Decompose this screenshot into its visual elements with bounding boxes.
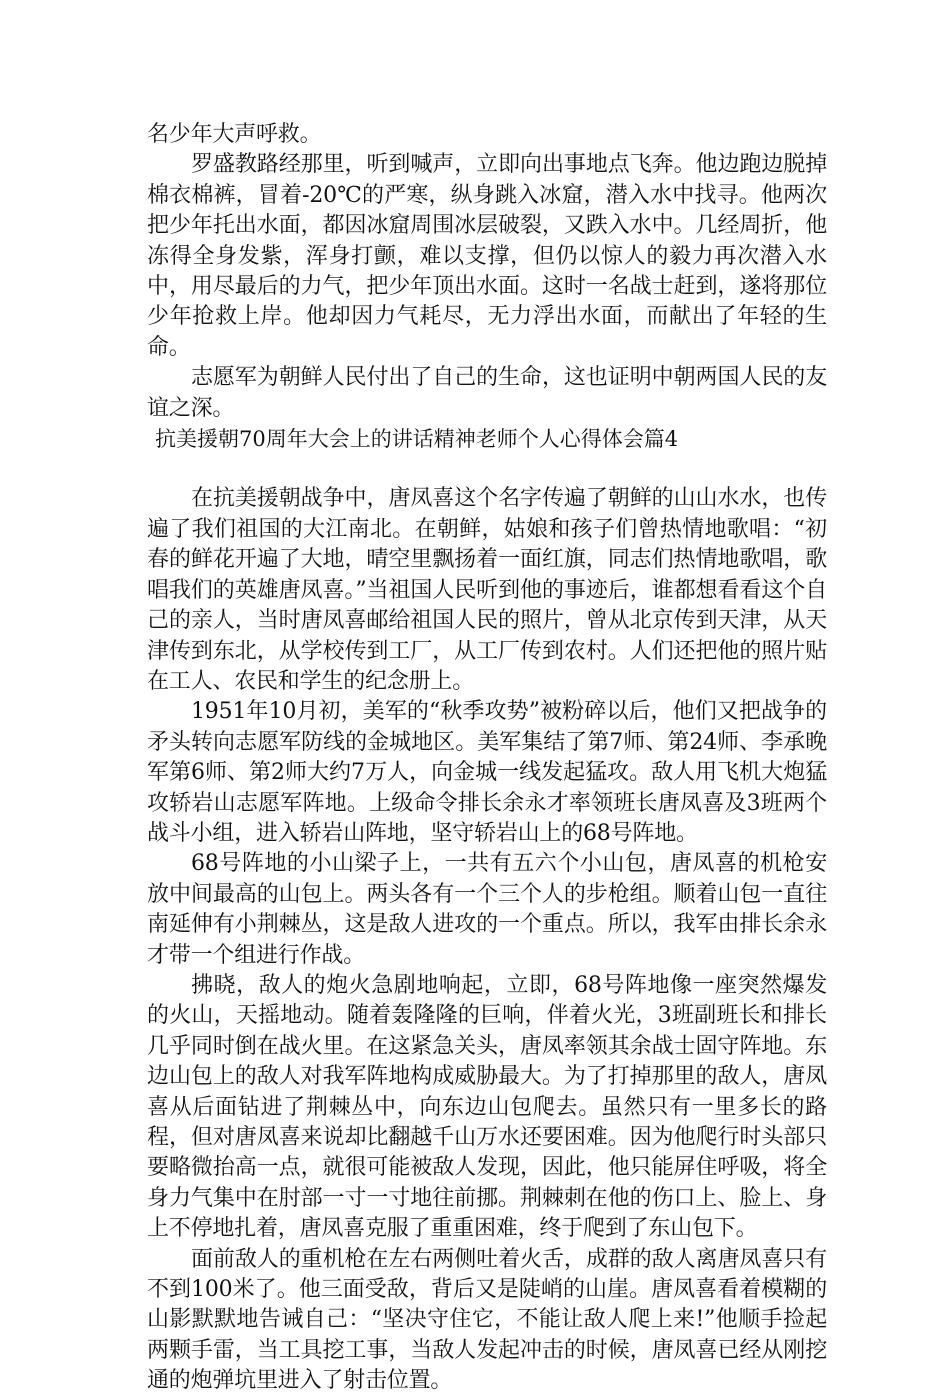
paragraph-tang-fengxi-intro: 在抗美援朝战争中，唐凤喜这个名字传遍了朝鲜的山山水水，也传遍了我们祖国的大江南北。在朝鲜，姑娘和孩子们曾热情地歌唱：“初春的鲜花开遍了大地，晴空里飘扬着一面红旗，同志们热情地歌唱，歌唱我们的英雄唐凤喜。”当祖国人民听到他的事迹后，谁都想看看这个自己的亲人，当时唐凤喜邮给祖国人民的照片，曾从北京传到天津，从天津传到东北，从学校传到工厂，从工厂传到农村。人们还把他的照片贴在工人、农民和学生的纪念册上。 — [147, 486, 827, 694]
paragraph-dawn-attack: 拂晓，敌人的炮火急剧地响起，立即，68号阵地像一座突然爆发的火山，天摇地动。随着轰隆隆的巨响，伴着火光，3班副班长和排长几乎同时倒在战火里。在这紧急关头，唐凤率领其余战士固守阵地。东边山包上的敌人对我军阵地构成威胁最大。为了打掉那里的敌人，唐凤喜从后面钻进了荆棘丛中，向东边山包爬去。虽然只有一里多长的路程，但对唐凤喜来说却比翻越千山万水还要困难。因为他爬行时头部只要略微抬高一点，就很可能被敌人发现，因此，他只能屏住呼吸，将全身力气集中在肘部一寸一寸地往前挪。荆棘刺在他的伤口上、脸上、身上不停地扎着，唐凤喜克服了重重困难，终于爬到了东山包下。 — [147, 972, 827, 1242]
paragraph-jincheng-offensive: 1951年10月初，美军的“秋季攻势”被粉碎以后，他们又把战争的矛头转向志愿军防线的金城地区。美军集结了第7师、第24师、李承晚军第6师、第2师大约7万人，向金城一线发起猛攻。敌人用飞机大炮猛攻轿岩山志愿军阵地。上级命令排长余永才率领班长唐凤喜及3班两个战斗小组，进入轿岩山阵地，坚守轿岩山上的68号阵地。 — [147, 699, 827, 846]
paragraph-firing-position: 面前敌人的重机枪在左右两侧吐着火舌，成群的敌人离唐凤喜只有不到100米了。他三面受敌，背后又是陡峭的山崖。唐凤喜看着模糊的山影默默地告诫自己：“坚决守住它，不能让敌人爬上来!”他顺手捡起两颗手雷，当工具挖工事，当敌人发起冲击的时候，唐凤喜已经从刚挖通的炮弹坑里进入了射击位置。 — [147, 1246, 827, 1394]
paragraph-position-68: 68号阵地的小山梁子上，一共有五六个小山包，唐凤喜的机枪安放中间最高的山包上。两头各有一个三个人的步枪组。顺着山包一直往南延伸有小荆棘丛，这是敌人进攻的一个重点。所以，我军由排长余永才带一个组进行作战。 — [147, 851, 827, 968]
section-spacer — [147, 454, 827, 484]
document-page — [147, 120, 827, 1397]
section-heading: 抗美援朝70周年大会上的讲话精神老师个人心得体会篇4 — [155, 427, 679, 452]
paragraph-continuation: 名少年大声呼救。 — [147, 122, 322, 147]
paragraph-friendship: 志愿军为朝鲜人民付出了自己的生命，这也证明中朝两国人民的友谊之深。 — [147, 365, 827, 421]
paragraph-luo-shengjiao: 罗盛教路经那里，听到喊声，立即向出事地点飞奔。他边跑边脱掉棉衣棉裤，冒着-20℃的严寒，纵身跳入冰窟，潜入水中找寻。他两次把少年托出水面，都因冰窟周围冰层破裂，又跌入水中。几经周折，他冻得全身发紫，浑身打颤，难以支撑，但仍以惊人的毅力再次潜入水中，用尽最后的力气，把少年顶出水面。这时一名战士赶到，遂将那位少年抢救上岸。他却因力气耗尽，无力浮出水面，而献出了年轻的生命。 — [147, 152, 827, 360]
